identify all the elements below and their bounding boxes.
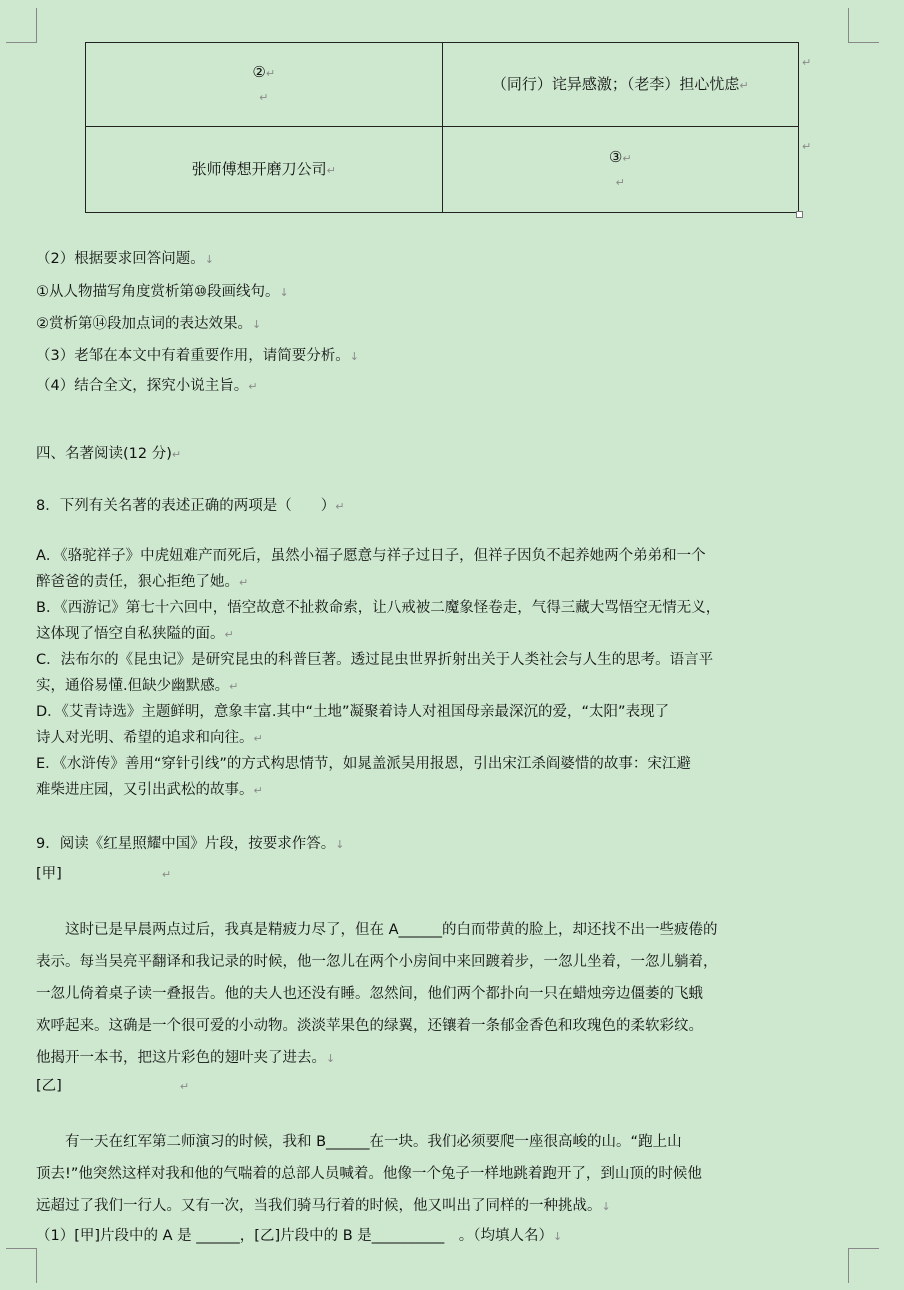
passage-yi-line: 有一天在红军第二师演习的时候，我和 B______在一块。我们必须要爬一座很高峻的山。“跑上山	[36, 1134, 682, 1150]
passage-jia-line: 这时已是早晨两点过后，我真是精疲力尽了，但在 A______的白而带黄的脸上，却还找不出一些疲倦的	[36, 922, 718, 938]
cell-text: 张师傅想开磨刀公司	[191, 159, 327, 178]
table-cell[interactable]: 张师傅想开磨刀公司↵	[86, 127, 443, 213]
option-c: C．法布尔的《昆虫记》是研究昆虫的科普巨著。透过昆虫世界折射出关于人类社会与人生的思考。语言平	[36, 652, 714, 668]
option-e: E．《水浒传》善用“穿针引线”的方式构思情节，如晁盖派吴用报恩，引出宋江杀阎婆惜的故事：宋江避	[36, 756, 691, 772]
crop-mark-top-right	[848, 8, 879, 43]
question-line: ②赏析第⑭段加点词的表达效果。↓	[36, 316, 262, 332]
option-d: D．《艾青诗选》主题鲜明，意象丰富.其中“土地”凝聚着诗人对祖国母亲最深沉的爱，“太阳”表现了	[36, 704, 670, 720]
question-9-1: （1）[甲]片段中的 A 是 ______，[乙]片段中的 B 是__________ 。（均填人名）↓	[36, 1228, 563, 1244]
question-line: （4）结合全文，探究小说主旨。↵	[36, 378, 258, 394]
passage-yi-line: 顶去!”他突然这样对我和他的气喘着的总部人员喊着。他像一个兔子一样地跳着跑开了，到山顶的时候他	[36, 1166, 702, 1182]
passage-jia-line: 表示。每当吴亮平翻译和我记录的时候，他一忽儿在两个小房间中来回踱着步，一忽儿坐着，一忽儿躺着，	[36, 954, 718, 970]
table-cell[interactable]: ②↵ ↵	[86, 43, 443, 127]
option-d-cont: 诗人对光明、希望的追求和向往。↵	[36, 730, 263, 746]
option-e-cont: 难柴进庄园，又引出武松的故事。↵	[36, 782, 263, 798]
table-cell[interactable]: （同行）诧异感激；（老李）担心忧虑↵	[442, 43, 799, 127]
option-b: B．《西游记》第七十六回中，悟空故意不扯救命索，让八戒被二魔象怪卷走，气得三藏大骂悟空无情无义，	[36, 600, 721, 616]
answer-table	[85, 42, 799, 213]
passage-yi-line: 远超过了我们一行人。又有一次，当我们骑马行着的时候，他又叫出了同样的一种挑战。↓	[36, 1198, 611, 1214]
crop-mark-bottom-right	[848, 1248, 879, 1283]
cell-text: ②	[252, 62, 266, 81]
cell-text: （同行）诧异感激；（老李）担心忧虑	[491, 74, 740, 93]
cell-text: ③	[608, 147, 623, 166]
table-cell[interactable]: ③↵ ↵	[442, 127, 799, 213]
option-a-cont: 醉爸爸的责任，狠心拒绝了她。↵	[36, 574, 249, 590]
question-line: ①从人物描写角度赏析第⑩段画线句。↓	[36, 284, 289, 300]
question-9: 9．阅读《红星照耀中国》片段，按要求作答。↓	[36, 836, 345, 852]
question-line: （2）根据要求回答问题。↓	[36, 251, 214, 267]
option-a: A．《骆驼祥子》中虎妞难产而死后，虽然小福子愿意与祥子过日子，但祥子因负不起养她两个弟弟和一个	[36, 548, 706, 564]
row-end-mark: ↵	[802, 56, 812, 69]
passage-label-jia: [甲] ↵	[36, 866, 172, 882]
passage-jia-line: 他揭开一本书，把这片彩色的翅叶夹了进去。↓	[36, 1050, 336, 1066]
passage-label-yi: [乙] ↵	[36, 1078, 190, 1094]
row-end-mark: ↵	[802, 140, 812, 153]
question-line: （3）老邹在本文中有着重要作用，请简要分析。↓	[36, 348, 359, 364]
option-c-cont: 实，通俗易懂.但缺少幽默感。↵	[36, 678, 239, 694]
passage-jia-line: 欢呼起来。这确是一个很可爱的小动物。淡淡苹果色的绿翼，还镶着一条郁金香色和玫瑰色的柔软彩纹。	[36, 1018, 703, 1034]
option-b-cont: 这体现了悟空自私狭隘的面。↵	[36, 626, 234, 642]
crop-mark-top-left	[6, 8, 37, 43]
question-8: 8．下列有关名著的表述正确的两项是（ ）↵	[36, 498, 345, 514]
passage-jia-line: 一忽儿倚着桌子读一叠报告。他的夫人也还没有睡。忽然间，他们两个都扑向一只在蜡烛旁边僵萎的飞蛾	[36, 986, 703, 1002]
crop-mark-bottom-left	[6, 1248, 37, 1283]
section-heading: 四、名著阅读(12 分)↵	[36, 446, 182, 462]
table-resize-handle[interactable]	[796, 211, 803, 218]
